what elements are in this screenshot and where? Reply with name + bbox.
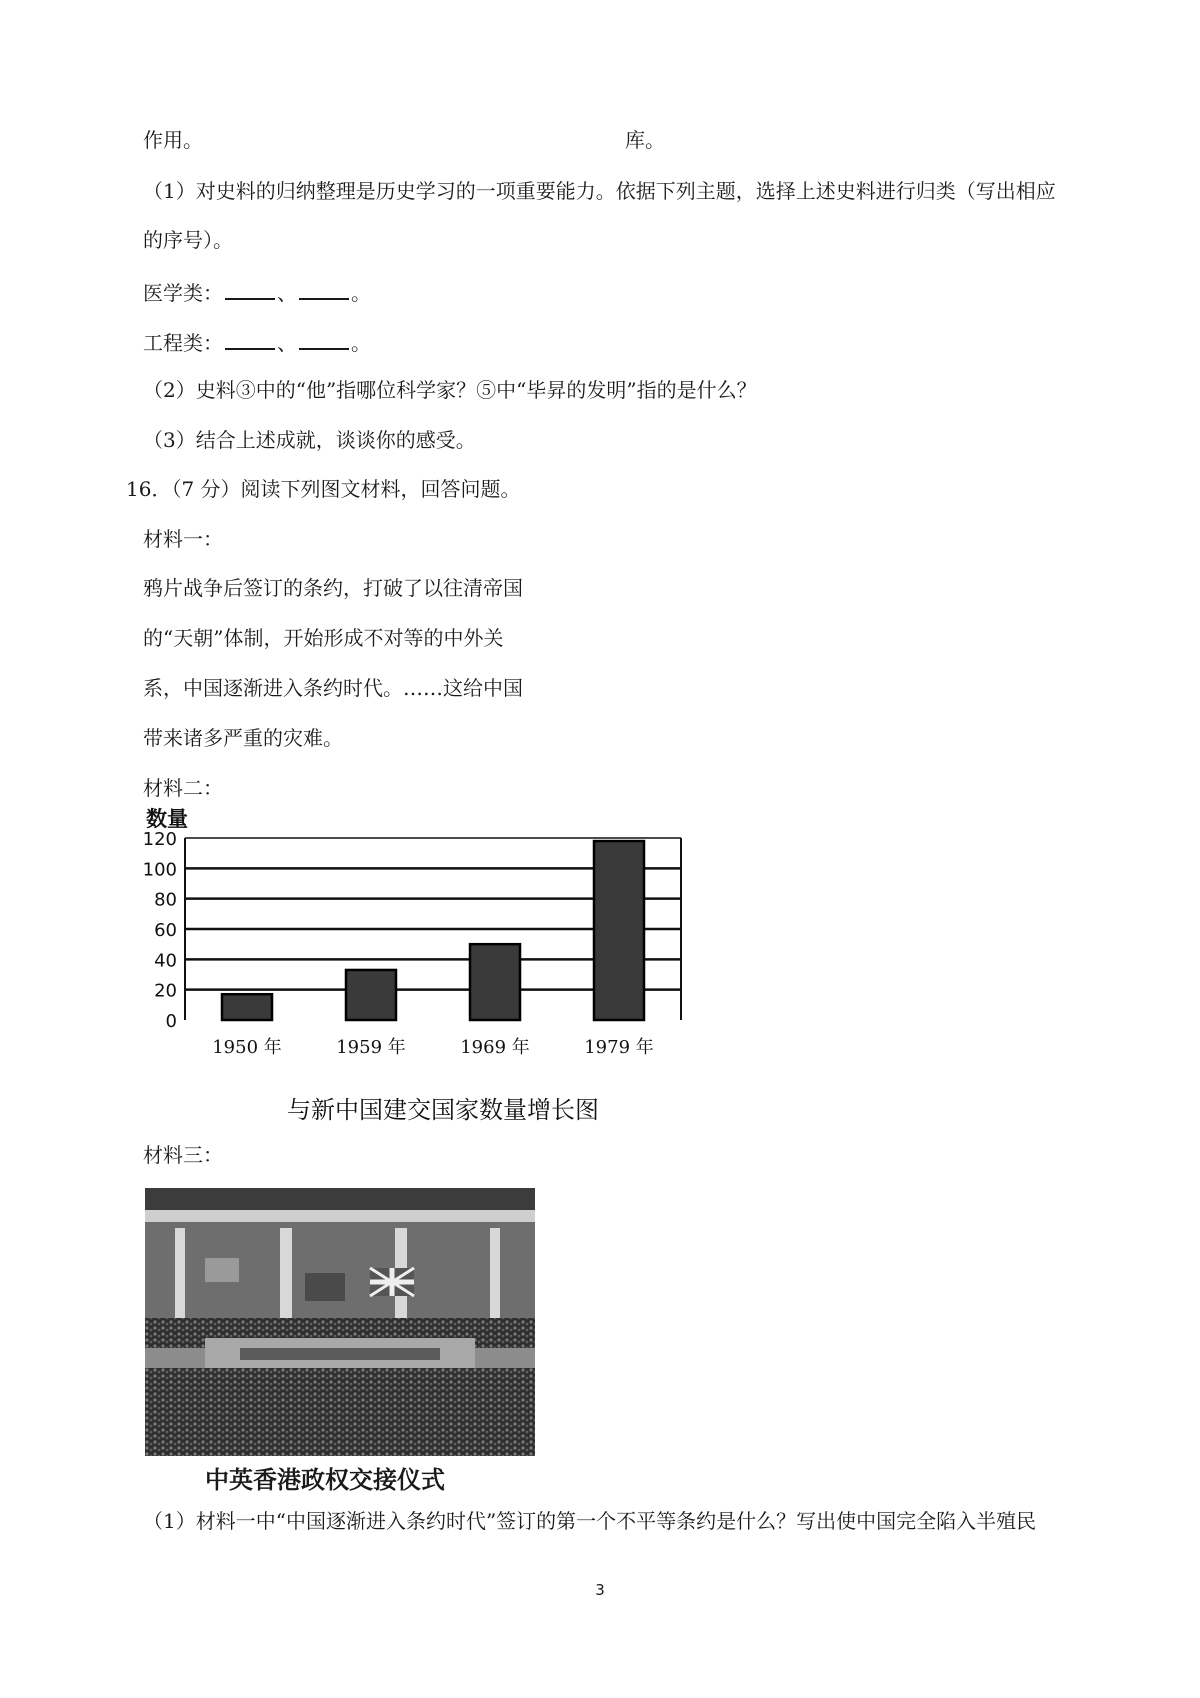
question-16: 16．（7 分）阅读下列图文材料，回答问题。	[126, 477, 521, 501]
bar	[594, 841, 644, 1020]
engineering-row	[143, 328, 371, 356]
chart-title: 与新中国建交国家数量增长图	[287, 1096, 599, 1124]
x-tick-label: 1969 年	[460, 1037, 530, 1058]
y-axis-label: 数量	[146, 807, 188, 831]
y-tick-label: 60	[154, 920, 177, 941]
x-tick-label: 1979 年	[584, 1037, 654, 1058]
photo-caption: 中英香港政权交接仪式	[205, 1466, 445, 1494]
bar-chart	[143, 800, 703, 1130]
y-tick-label: 0	[165, 1011, 177, 1032]
answer-blank[interactable]	[225, 278, 275, 300]
question-1: （1）对史料的归纳整理是历史学习的一项重要能力。依据下列主题，选择上述史料进行归类（写出相应	[143, 179, 1056, 203]
bar	[470, 944, 520, 1020]
bar	[222, 994, 272, 1020]
separator: 、	[277, 331, 297, 355]
material-1-text: 的“天朝”体制，开始形成不对等的中外关	[143, 626, 504, 650]
medical-label: 医学类：	[143, 281, 223, 305]
y-tick-label: 80	[154, 889, 177, 911]
engineering-label: 工程类：	[143, 331, 223, 355]
text-line: 库。	[625, 128, 665, 152]
question-2: （2）史料③中的“他”指哪位科学家？⑤中“毕昇的发明”指的是什么？	[143, 378, 757, 402]
y-tick-label: 120	[143, 829, 177, 850]
period: 。	[351, 331, 371, 355]
x-tick-label: 1950 年	[212, 1037, 282, 1058]
medical-row	[143, 278, 371, 306]
question-1-cont: 的序号）。	[143, 228, 233, 252]
x-tick-labels	[212, 1036, 654, 1058]
answer-blank[interactable]	[299, 278, 349, 300]
material-1-text: 鸦片战争后签订的条约，打破了以往清帝国	[143, 576, 523, 600]
question-16-1: （1）材料一中“中国逐渐进入条约时代”签订的第一个不平等条约是什么？写出使中国完全陷入半殖民	[143, 1509, 1037, 1533]
period: 。	[351, 281, 371, 305]
separator: 、	[277, 281, 297, 305]
text-line: 作用。	[143, 128, 203, 152]
answer-blank[interactable]	[299, 328, 349, 350]
bar	[346, 970, 396, 1020]
material-3-label: 材料三：	[143, 1143, 223, 1167]
handover-ceremony-photo	[145, 1188, 535, 1456]
page-number: 3	[595, 1581, 605, 1599]
question-3: （3）结合上述成就，谈谈你的感受。	[143, 428, 476, 452]
y-tick-label: 20	[154, 980, 177, 1002]
material-1-text: 系，中国逐渐进入条约时代。……这给中国	[143, 676, 523, 700]
flag-icon	[370, 1268, 414, 1296]
y-tick-label: 40	[154, 950, 177, 972]
y-tick-labels	[143, 829, 177, 1032]
material-1-label: 材料一：	[143, 527, 223, 551]
y-tick-label: 100	[143, 859, 177, 881]
material-2-label: 材料二：	[143, 776, 223, 800]
material-1-text: 带来诸多严重的灾难。	[143, 726, 343, 750]
x-tick-label: 1959 年	[336, 1037, 406, 1058]
answer-blank[interactable]	[225, 328, 275, 350]
